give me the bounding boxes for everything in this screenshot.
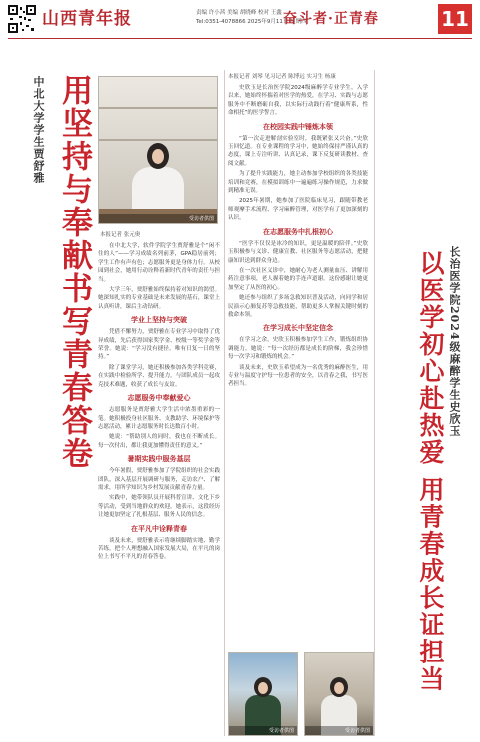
column-divider	[224, 70, 225, 736]
section-subheading: 暑期实践中服务基层	[127, 455, 191, 464]
newspaper-masthead: 山西青年报	[42, 9, 132, 29]
body-paragraph: 除了课堂学习，她还积极参加各类学科竞赛，在实践中检验所学、提升能力，与团队成员一起攻克技术难题，收获了成长与友谊。	[98, 364, 220, 388]
left-article-body	[98, 242, 220, 736]
body-paragraph: 在中北大学，软件学院学生贾舒雅是个“闲不住的人”——学习成绩名列前茅，GPA稳居前列；学生工作有声有色；志愿服务更是身体力行。从校园到社会，她用行动诠释着新时代青年的责任与担当。	[98, 243, 220, 283]
body-paragraph: 谈及未来，贾舒雅表示将继续脚踏实地、勤学苦练，把个人理想融入国家发展大局，在平凡的岗位上书写不平凡的青春答卷。	[98, 537, 220, 561]
page-header	[0, 0, 480, 42]
photo-caption: 受访者供图	[99, 214, 217, 223]
body-paragraph: 史欣玉是长治医学院2024级麻醉学专业学生。入学以来，她始终怀揣着对医学的热爱，在学习、实践与志愿服务中不断磨砺自我，以实际行动践行着“健康所系，性命相托”的医学誓言。	[228, 85, 368, 117]
body-paragraph: 谈及未来，史欣玉希望成为一名优秀的麻醉医生，用专业与温度守护每一位患者的安全，以青春之我，书写医者担当。	[228, 364, 368, 388]
student-portrait-photo-2	[304, 652, 374, 736]
body-paragraph: 她还参与组织了多场急救知识普及活动，向同学和居民演示心肺复苏等急救技能，帮助更多人掌握关键时刻的救命本领。	[228, 295, 368, 318]
body-paragraph: 凭借不懈努力，贾舒雅在专业学习中取得了优异成绩，先后获得国家奖学金、校级一等奖学金等荣誉。她说：“学习没有捷径，唯有日复一日的坚持。”	[98, 329, 220, 361]
student-face	[258, 682, 268, 694]
section-subheading: 在校园实践中锤炼本领	[263, 122, 333, 131]
left-article-headline: 用坚持与奉献书写青春答卷	[56, 74, 92, 470]
section-subheading: 志愿服务中奉献爱心	[127, 394, 191, 403]
issue-date-line: Tel:0351-4078866 2025年9月11日 星期四	[196, 19, 307, 25]
student-head	[147, 143, 169, 169]
section-subheading: 在学习成长中坚定信念	[263, 324, 333, 333]
section-subheading: 学业上坚持与突破	[131, 316, 187, 325]
body-paragraph: 志愿服务是贾舒雅大学生活中浓墨重彩的一笔。她积极投身社区服务、支教助学、环境保护等志愿活动，累计志愿服务时长达数百小时。	[98, 407, 220, 430]
bookshelf-line	[99, 139, 217, 141]
right-article-body	[228, 84, 368, 736]
body-paragraph: 实践中，她带领队员开展科普宣讲、文化下乡等活动，受到当地群众的欢迎。她表示，这段经历让她更加坚定了扎根基层、服务人民的信念。	[98, 495, 220, 519]
body-paragraph: “医学不仅仅是冰冷的知识，更是温暖的陪伴。”史欣玉积极参与义诊、健康宣教、社区服务等志愿活动，把健康知识送到群众身边。	[228, 240, 368, 264]
student-face	[334, 682, 344, 694]
body-paragraph: 大学三年，贾舒雅始终保持着对知识的渴望。她深知扎实的专业基础是未来发展的基石，课堂上认真听讲，课后主动钻研。	[98, 287, 220, 310]
body-paragraph: 2025年暑期，她参加了医院临床见习，跟随带教老师观摩手术流程、学习麻醉管理，对医学有了更加深刻的认识。	[228, 198, 368, 222]
left-article-byline: 本报记者 张元奥	[100, 232, 141, 238]
right-article-kicker: 长治医学院2024级麻醉学生史欣玉	[448, 246, 461, 437]
right-article-headline: 以医学初心赴热爱 用青春成长证担当	[416, 250, 445, 693]
page-number: 11	[438, 4, 472, 34]
column-divider	[374, 70, 375, 736]
body-paragraph: 为了提升实践能力，她主动参加学校组织的各类技能培训和竞赛，在模拟训练中一遍遍练习操作规范，力求做到精准无误。	[228, 171, 368, 195]
body-paragraph: 在学习之余，史欣玉积极参加学生工作，锻炼组织协调能力。她说：“每一次经历都是成长的阶梯，我会珍惜每一次学习和锻炼的机会。”	[228, 337, 368, 361]
student-head	[254, 677, 272, 697]
body-paragraph: 她说：“帮助别人的同时，我也在不断成长。每一次付出，都让我更加懂得责任的意义。”	[98, 434, 220, 449]
qr-code-icon	[8, 5, 36, 33]
body-paragraph: 今年暑假，贾舒雅参加了学院组织的社会实践团队，深入基层开展调研与服务，走访农户、了解需求，用所学知识为乡村发展贡献青春力量。	[98, 468, 220, 491]
section-subheading: 在志愿服务中扎根初心	[263, 227, 333, 236]
student-portrait-photo	[98, 76, 218, 224]
student-head	[330, 677, 348, 697]
right-article-byline: 本报记者 刘琴 见习记者 陈博远 实习生 杨康	[228, 74, 336, 80]
photo-caption: 受访者供图	[305, 726, 373, 735]
body-paragraph: 在一次社区义诊中，她耐心为老人测量血压、讲解用药注意事项，老人握着她的手连声道谢。这份感谢让她更加坚定了从医的初心。	[228, 267, 368, 291]
section-banner: 奋斗者·正青春	[283, 11, 379, 27]
left-article-kicker: 中北大学学生贾舒雅	[32, 76, 45, 184]
section-subheading: 在平凡中诠释青春	[131, 524, 187, 533]
student-face	[152, 149, 164, 164]
student-portrait-photo-1	[228, 652, 298, 736]
header-rule	[8, 38, 472, 39]
body-paragraph: “第一次走进解剖实验室时，我既紧张又兴奋。”史欣玉回忆道。在专业课程的学习中，她始终保持严谨认真的态度，课上专注听讲、认真记录，课下反复研读教材、查阅文献。	[228, 135, 368, 167]
editor-credits: 责编 许小茜 美编 胡晓峰 校对 王鑫	[196, 10, 282, 16]
photo-caption: 受访者供图	[229, 726, 297, 735]
bookshelf-line	[99, 107, 217, 109]
